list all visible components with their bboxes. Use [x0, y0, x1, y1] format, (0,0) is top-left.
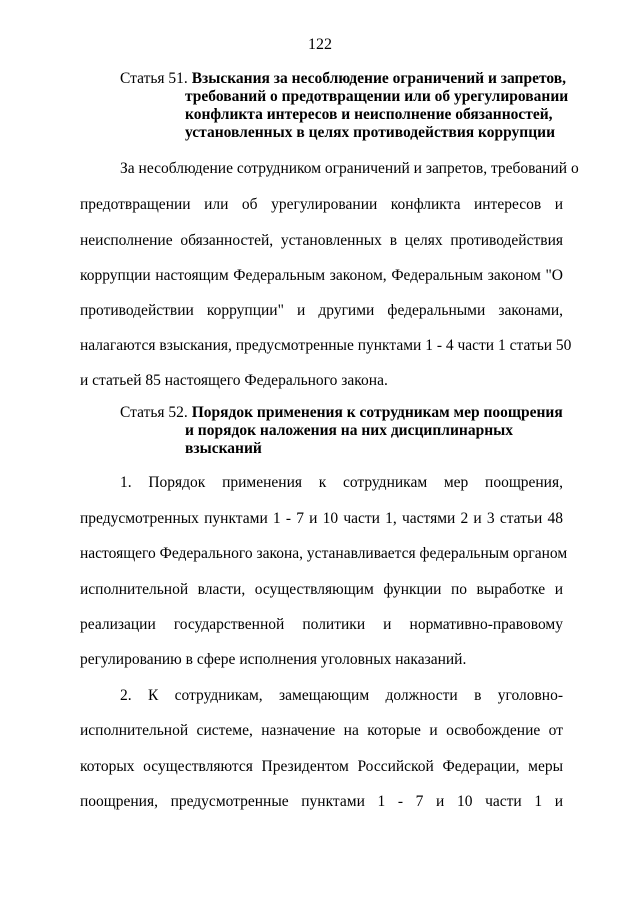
article-51-heading-line: Взыскания за несоблюдение ограничений и запретов,: [191, 70, 566, 87]
article-51-title: [120, 70, 580, 142]
article-52-paragraph-1-line: регулированию в сфере исполнения уголовных наказаний.: [80, 651, 467, 668]
article-51-paragraph-line: и статьей 85 настоящего Федерального закона.: [80, 372, 388, 389]
article-51-paragraph-line: неисполнение обязанностей, установленных в целях противодействия: [80, 232, 563, 249]
article-51-paragraph-line: коррупции настоящим Федеральным законом, Федеральным законом "О: [80, 267, 563, 284]
article-51-heading-line: требований о предотвращении или об урегулировании: [185, 88, 569, 105]
article-52-heading-line: взысканий: [185, 440, 262, 457]
article-52-paragraph-2-line: поощрения, предусмотренные пунктами 1 - 7 и 10 части 1 и: [80, 793, 563, 810]
article-52-paragraph-2-line: которых осуществляются Президентом Российской Федерации, меры: [80, 758, 563, 775]
article-52-paragraph-1-line: реализации государственной политики и нормативно-правовому: [80, 616, 563, 633]
article-51-heading-line: установленных в целях противодействия коррупции: [185, 124, 555, 141]
page-number: 122: [308, 36, 332, 53]
article-52-heading-line: и порядок наложения на них дисциплинарных: [185, 422, 513, 439]
article-52-paragraph-1-line: настоящего Федерального закона, устанавливается федеральным органом: [80, 545, 568, 562]
article-51-paragraph-line: предотвращении или об урегулировании конфликта интересов и: [80, 196, 563, 213]
article-52-paragraph-1-line: предусмотренных пунктами 1 - 7 и 10 части 1, частями 2 и 3 статьи 48: [80, 510, 563, 527]
article-52-heading-line: Порядок применения к сотрудникам мер поощрения: [191, 404, 563, 421]
article-52-paragraph-1-line: 1. Порядок применения к сотрудникам мер поощрения,: [120, 474, 563, 491]
article-52-paragraph-2-line: исполнительной системе, назначение на которые и освобождение от: [80, 722, 563, 739]
article-51-heading-line: конфликта интересов и неисполнение обязанностей,: [185, 106, 553, 123]
article-52-prefix: Статья 52.: [120, 404, 192, 421]
article-51-paragraph-line: За несоблюдение сотрудником ограничений и запретов, требований о: [120, 160, 579, 177]
article-52-paragraph-1-line: исполнительной власти, осуществляющим функции по выработке и: [80, 581, 563, 598]
article-52-title: [120, 404, 580, 458]
article-51-prefix: Статья 51.: [120, 70, 192, 87]
article-51-paragraph-line: налагаются взыскания, предусмотренные пунктами 1 - 4 части 1 статьи 50: [80, 337, 572, 354]
article-51-paragraph-line: противодействии коррупции" и другими федеральными законами,: [80, 302, 563, 319]
article-52-paragraph-2-line: 2. К сотрудникам, замещающим должности в уголовно-: [120, 687, 563, 704]
